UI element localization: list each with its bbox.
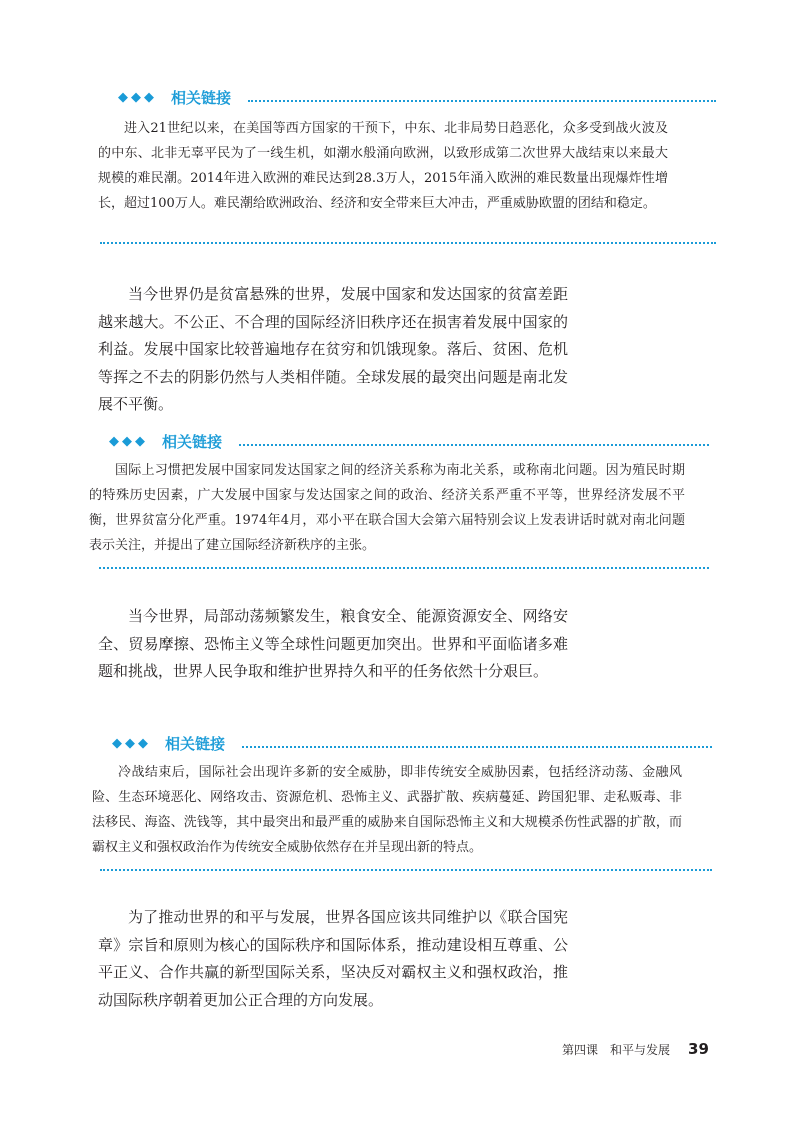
lesson-title: 第四课 和平与发展 [562, 1043, 671, 1057]
dotted-divider [248, 100, 716, 102]
page-footer [562, 1039, 709, 1058]
diamond-icon: ◆◆◆ [109, 434, 148, 449]
dotted-divider [239, 444, 709, 446]
related-link-text: 冷战结束后，国际社会出现许多新的安全威胁，即非传统安全威胁因素，包括经济动荡、金融风险、生态环境恶化、网络攻击、资源危机、恐怖主义、武器扩散、疾病蔓延、跨国犯罪、走私贩毒、非法移民、海盗、洗钱等，其中最突出和最严重的威胁来自国际恐怖主义和大规模杀伤性武器的扩散，而霸权主义和强权政治作为传统安全威胁依然存在并呈现出新的特点。 [92, 765, 682, 855]
related-link-title: 相关链接 [162, 433, 223, 451]
dotted-divider [100, 869, 712, 871]
body-paragraph: 为了推动世界的和平与发展，世界各国应该共同维护以《联合国宪章》宗旨和原则为核心的国际秩序和国际体系，推动建设相互尊重、公平正义、合作共赢的新型国际关系，坚决反对霸权主义和强权政治，推动国际秩序朝着更加公正合理的方向发展。 [98, 908, 568, 1009]
diamond-icon: ◆◆◆ [112, 736, 151, 751]
related-link-header [109, 432, 709, 452]
dotted-divider [100, 242, 716, 244]
diamond-icon: ◆◆◆ [118, 90, 157, 105]
dotted-divider [242, 746, 712, 748]
related-link-header [112, 734, 712, 754]
related-link-box [98, 88, 716, 250]
related-link-text: 国际上习惯把发展中国家同发达国家之间的经济关系称为南北关系，或称南北问题。因为殖民时期的特殊历史因素，广大发展中国家与发达国家之间的政治、经济关系严重不平等，世界经济发展不平衡，世界贫富分化严重。1974年4月，邓小平在联合国大会第六届特别会议上发表讲话时就对南北问题表示关注，并提出了建立国际经济新秩序的主张。 [89, 463, 685, 553]
related-link-title: 相关链接 [171, 89, 232, 107]
related-link-text: 进入21世纪以来，在美国等西方国家的干预下，中东、北非局势日趋恶化，众多受到战火波及的中东、北非无辜平民为了一线生机，如潮水般涌向欧洲，以致形成第二次世界大战结束以来最大规模的难民潮。2014年进入欧洲的难民达到28.3万人，2015年涌入欧洲的难民数量出现爆炸性增长，超过100万人。难民潮给欧洲政治、经济和安全带来巨大冲击，严重威胁欧盟的团结和稳定。 [98, 121, 668, 211]
body-paragraph: 当今世界仍是贫富悬殊的世界，发展中国家和发达国家的贫富差距越来越大。不公正、不合理的国际经济旧秩序还在损害着发展中国家的利益。发展中国家比较普遍地存在贫穷和饥饿现象。落后、贫困、危机等挥之不去的阴影仍然与人类相伴随。全球发展的最突出问题是南北发展不平衡。 [98, 285, 568, 413]
body-paragraph: 当今世界，局部动荡频繁发生，粮食安全、能源资源安全、网络安全、贸易摩擦、恐怖主义等全球性问题更加突出。世界和平面临诸多难题和挑战，世界人民争取和维护世界持久和平的任务依然十分艰巨。 [98, 607, 568, 680]
related-link-box [92, 734, 712, 876]
page-number: 39 [688, 1040, 709, 1058]
related-link-box [89, 432, 709, 574]
related-link-header [118, 88, 716, 108]
dotted-divider [99, 567, 709, 569]
related-link-title: 相关链接 [165, 735, 226, 753]
